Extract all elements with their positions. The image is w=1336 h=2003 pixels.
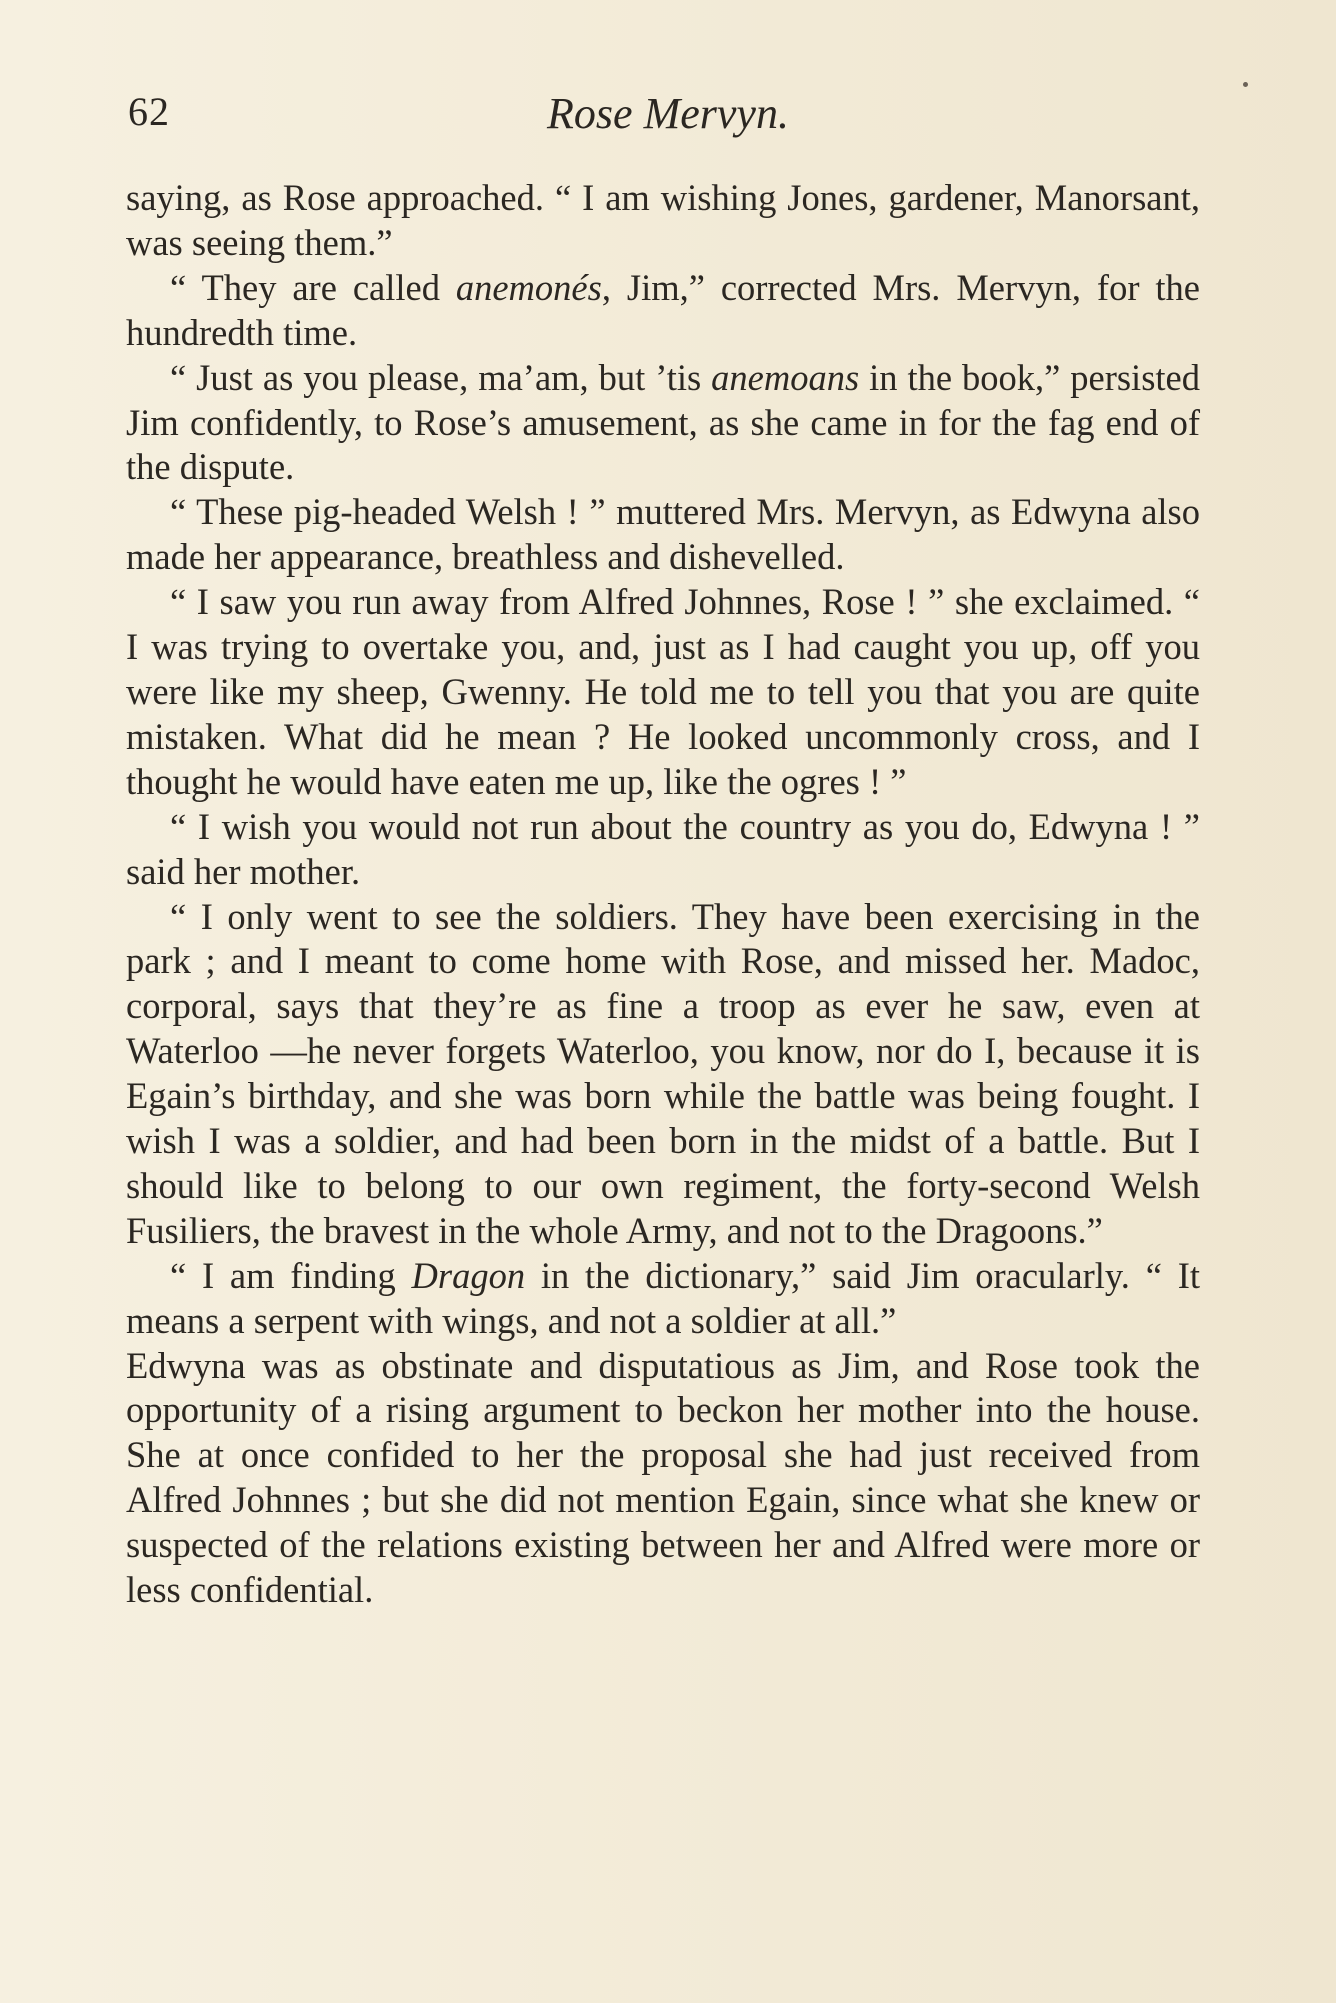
running-title: Rose Mervyn. xyxy=(547,89,789,138)
paragraph: “ I saw you run away from Alfred Johnnes, Rose ! ” she exclaimed. “ I was trying to overtake you, and, just as I had caught you up, off you were like my sheep, Gwenny. He told me to tell you that you are quite mistaken. What did he mean ? He looked uncommonly cross, and I thought he would have eaten me up, like the ogres ! ” xyxy=(126,581,1200,802)
paragraph: “ I am finding Dragon in the dictionary,” said Jim oracularly. “ It means a serpent with wings, and not a soldier at all.” xyxy=(126,1254,1200,1341)
paragraph: “ They are called anemonés, Jim,” corrected Mrs. Mervyn, for the hundredth time. xyxy=(126,266,1200,353)
paragraph: “ Just as you please, ma’am, but ’tis anemoans in the book,” persisted Jim confidently, to Rose’s amusement, as she came in for the fag end of the dispute. xyxy=(126,356,1200,488)
paragraph: “ These pig-headed Welsh ! ” muttered Mrs. Mervyn, as Edwyna also made her appearance, breathless and dishevelled. xyxy=(126,491,1200,578)
paragraph: “ I only went to see the soldiers. They have been exercising in the park ; and I meant to come home with Rose, and missed her. Madoc, corporal, says that they’re as fine a troop as ever he saw, even at Waterloo —he never forgets Waterloo, you know, nor do I, because it is Egain’s birthday, and she was born while the battle was being fought. I wish I was a soldier, and had been born in the midst of a battle. But I should like to belong to our own regiment, the forty-second Welsh Fusiliers, the bravest in the whole Army, and not to the Dragoons.” xyxy=(126,895,1200,1251)
page-header xyxy=(128,88,1208,148)
paragraph: Edwyna was as obstinate and disputatious as Jim, and Rose took the opportunity of a rising argument to beckon her mother into the house. She at once confided to her the proposal she had just received from Alfred Johnnes ; but she did not mention Egain, since what she knew or suspected of the relations existing between her and Alfred were more or less confidential. xyxy=(126,1344,1200,1611)
body-text xyxy=(126,176,1200,1613)
paragraph: saying, as Rose approached. “ I am wishing Jones, gardener, Manorsant, was seeing them.” xyxy=(126,177,1200,263)
paragraph: “ I wish you would not run about the country as you do, Edwyna ! ” said her mother. xyxy=(126,805,1200,892)
print-speck xyxy=(1243,82,1248,87)
page-number: 62 xyxy=(128,89,170,134)
